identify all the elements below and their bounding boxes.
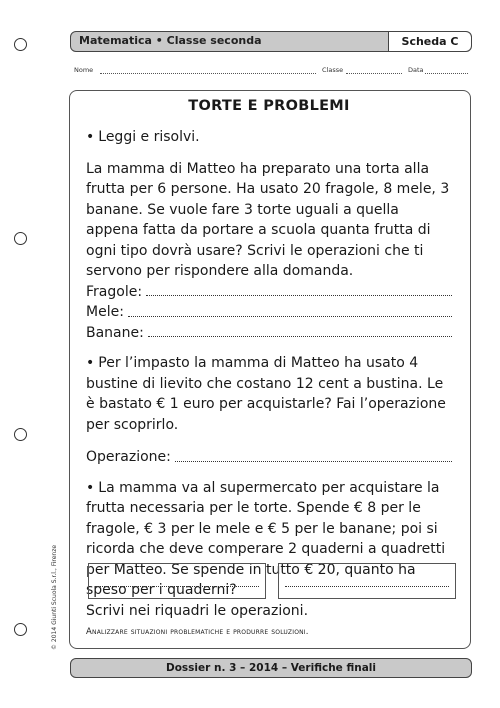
sheet-label: Scheda C bbox=[388, 32, 471, 51]
answer-label-mele: Mele: bbox=[86, 304, 124, 320]
binder-hole-lower bbox=[14, 428, 27, 441]
operation-field[interactable] bbox=[175, 447, 452, 462]
operation-row bbox=[86, 447, 452, 468]
date-label: Data bbox=[408, 66, 424, 74]
header-bar bbox=[70, 31, 472, 52]
footer-bar: Dossier n. 3 – 2014 – Verifiche finali bbox=[70, 658, 472, 678]
binder-hole-top bbox=[14, 38, 27, 51]
answer-field-fragole[interactable] bbox=[146, 282, 452, 297]
problem-1-text: La mamma di Matteo ha preparato una torta alla frutta per 6 persone. Ha usato 20 fragole, 8 mele, 3 banane. Se vuole fare 3 torte uguali a quella appena fatta da portare a scuola quanta frutta di ogni tipo dovrà usare? Scrivi le operazioni che ti servono per rispondere alla domanda. bbox=[86, 160, 450, 279]
subject-title: Matematica • Classe seconda bbox=[79, 34, 262, 47]
answer-label-fragole: Fragole: bbox=[86, 283, 143, 300]
date-field[interactable] bbox=[425, 73, 468, 74]
answer-box-left[interactable] bbox=[88, 563, 266, 599]
class-field[interactable] bbox=[346, 73, 402, 74]
learning-objective: Analizzare situazioni problematiche e produrre soluzioni. bbox=[86, 627, 309, 637]
operation-label: Operazione: bbox=[86, 449, 171, 465]
instruction: • Leggi e risolvi. bbox=[86, 127, 452, 148]
answer-field-mele[interactable] bbox=[128, 302, 452, 317]
answer-row-mele bbox=[86, 302, 452, 323]
name-field[interactable] bbox=[100, 73, 316, 74]
name-label: Nome bbox=[74, 66, 94, 74]
answer-row-fragole bbox=[86, 282, 452, 303]
copyright-notice: © 2014 Giunti Scuola S.r.l., Firenze bbox=[51, 544, 58, 650]
answer-label-banane: Banane: bbox=[86, 324, 144, 341]
problem-3-instruction: Scrivi nei riquadri le operazioni. bbox=[86, 602, 309, 619]
answer-box-right[interactable] bbox=[278, 563, 456, 599]
answer-boxes bbox=[86, 563, 452, 601]
binder-hole-middle bbox=[14, 232, 27, 245]
answer-field-banane[interactable] bbox=[148, 323, 452, 338]
binder-hole-bottom bbox=[14, 623, 27, 636]
problem-3-text: • La mamma va al supermercato per acquistare la frutta necessaria per le torte. Spende € 8 per le fragole, € 3 per le mele e € 5 per le banane; poi si ricorda che deve comperare 2 quaderni a quadretti per Matteo. Se spende in tutto € 20, quanto ha speso per i quaderni? bbox=[86, 478, 452, 601]
class-label: Classe bbox=[322, 66, 344, 74]
worksheet-title: TORTE E PROBLEMI bbox=[188, 98, 350, 114]
worksheet-content bbox=[86, 98, 452, 621]
problem-2-text: • Per l’impasto la mamma di Matteo ha usato 4 bustine di lievito che costano 12 cent a bustina. Le è bastato € 1 euro per acquistarle? Fai l’operazione per scoprirlo. bbox=[86, 353, 452, 435]
answer-row-banane bbox=[86, 323, 452, 344]
